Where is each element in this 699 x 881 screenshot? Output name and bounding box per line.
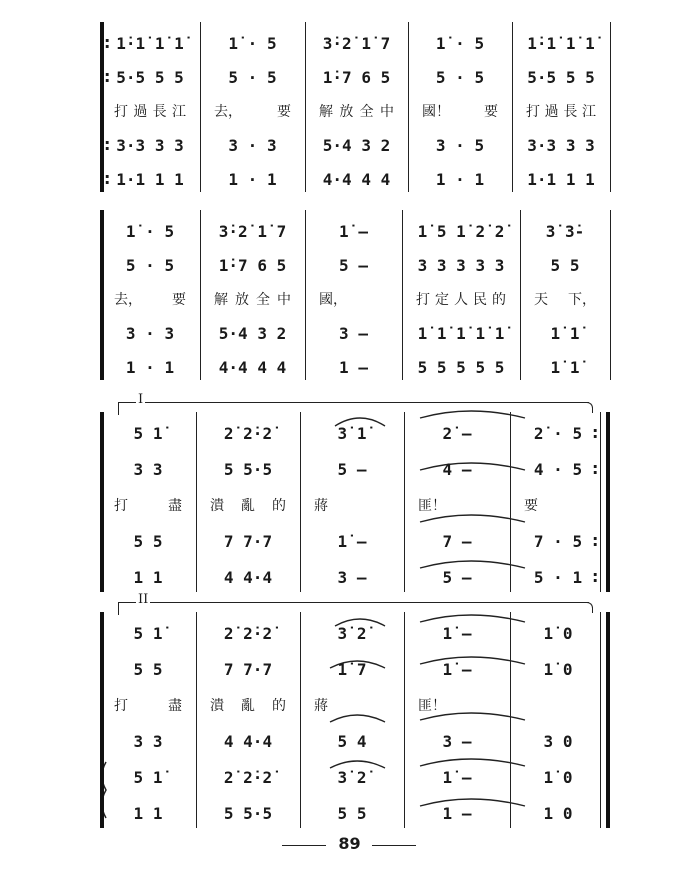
measure: 4 · 5 [533, 459, 583, 479]
lyric-measure [410, 490, 504, 520]
volta-bracket [118, 602, 589, 615]
lyric-measure [516, 490, 600, 520]
measure: 1̇ 1̇ [550, 357, 580, 377]
lyric-measure [516, 690, 600, 720]
lyric-syllable: 盡 [168, 498, 182, 514]
measure: 3 — [442, 731, 472, 751]
lyric-syllable: 要 [277, 104, 291, 120]
lyric-syllable: 民 [473, 292, 487, 308]
measure: 1̇·1̇ 1̇ 1̇ [527, 33, 595, 53]
measure: 7 · 5 [533, 531, 583, 551]
lyric-measure [311, 284, 396, 314]
measure: 7 7·7 [223, 659, 273, 679]
repeat-sign: : [592, 459, 599, 478]
measure: 1̇ 0 [543, 659, 573, 679]
lyric-measure [106, 96, 194, 126]
measure: 4 4·4 [223, 731, 273, 751]
lyric-syllable: 下， [568, 292, 596, 308]
lyric-measure [518, 96, 604, 126]
measure: 5 5·5 [223, 459, 273, 479]
measure: 1·1 1 1 [527, 169, 595, 189]
lyric-measure [408, 284, 514, 314]
repeat-sign: : [592, 531, 599, 550]
measure: 5 — [442, 567, 472, 587]
lyric-syllable: 打 [526, 104, 540, 120]
measure: 3̇ 2̇ [337, 623, 367, 643]
measure: 3̇ 3̇- [545, 221, 585, 241]
repeat-sign: : [592, 567, 599, 586]
measure: 5·4 3 2 [218, 323, 287, 343]
notation-row [0, 454, 699, 484]
measure: 1̇·7 6 5 [218, 255, 287, 275]
measure: 1 — [442, 803, 472, 823]
lyric-syllable: 的 [272, 698, 286, 714]
lyric-syllable: 的 [272, 498, 286, 514]
measure: 5 — [339, 255, 368, 275]
measure: 1̇·7 6 5 [322, 67, 391, 87]
measure: 1̇ — [339, 221, 368, 241]
notation-row [0, 654, 699, 684]
lyric-measure [202, 690, 294, 720]
lyric-syllable: 匪！ [418, 698, 446, 714]
lyric-syllable: 打 [114, 698, 128, 714]
lyric-measure [414, 96, 506, 126]
lyric-syllable: 打 [114, 498, 128, 514]
measure: 5 · 5 [125, 255, 175, 275]
lyric-syllable: 放 [339, 104, 354, 120]
repeat-sign: : [104, 33, 111, 52]
measure: 1 · 1 [228, 169, 277, 189]
measure: 5 5 [133, 659, 163, 679]
measure: 1̇ 1̇ [550, 323, 580, 343]
notation-row [0, 130, 699, 160]
measure: 3 3 3 3 3 [417, 255, 505, 275]
lyric-syllable: 潰 [210, 498, 224, 514]
measure: 5 · 5 [228, 67, 277, 87]
measure: 7 7·7 [223, 531, 273, 551]
notation-row [0, 62, 699, 92]
lyric-measure [526, 284, 604, 314]
lyric-syllable: 要 [524, 498, 538, 514]
repeat-sign: : [104, 135, 111, 154]
page-number: 89 [338, 834, 361, 853]
measure: 3 · 3 [228, 135, 277, 155]
measure: 4·4 4 4 [322, 169, 391, 189]
lyric-measure [106, 284, 194, 314]
measure: 3̇·2̇ 1̇ 7 [322, 33, 391, 53]
notation-row [0, 216, 699, 246]
measure: 3̇ 2̇ [337, 767, 367, 787]
lyric-syllable: 解 [214, 292, 228, 308]
measure: 4 4·4 [223, 567, 273, 587]
measure: 1 · 1 [435, 169, 485, 189]
measure: 2̇ 2̇·2̇ [223, 767, 273, 787]
volta-bracket-end [570, 602, 593, 613]
measure: 3̇ 1̇ [337, 423, 367, 443]
measure: 5 5·5 [223, 803, 273, 823]
measure: 1̇ — [337, 531, 367, 551]
lyric-syllable: 蔣 [314, 498, 328, 514]
volta-bracket-end [570, 402, 593, 413]
lyric-measure [410, 690, 504, 720]
measure: 1 1 [133, 567, 163, 587]
measure: 5 5 [550, 255, 580, 275]
measure: 5·4 3 2 [322, 135, 391, 155]
lyric-syllable: 江 [581, 104, 596, 120]
lyric-syllable: 中 [379, 104, 394, 120]
notation-row [0, 762, 699, 792]
notation-row [0, 726, 699, 756]
measure: 1 1 [133, 803, 163, 823]
lyric-measure [306, 490, 398, 520]
page-number-rule-right [372, 845, 416, 846]
lyric-measure [106, 490, 190, 520]
measure: 1̇ 1̇ 1̇ 1̇ 1̇ [417, 323, 505, 343]
lyric-syllable: 潰 [210, 698, 224, 714]
measure: 1·1 1 1 [116, 169, 184, 189]
volta-bracket [118, 402, 589, 415]
lyric-syllable: 盡 [168, 698, 182, 714]
lyric-measure [202, 490, 294, 520]
measure: 1̇ 0 [543, 623, 573, 643]
lyric-syllable: 匪！ [418, 498, 446, 514]
lyric-syllable: 亂 [241, 698, 255, 714]
measure: 3 · 5 [435, 135, 485, 155]
lyric-syllable: 江 [171, 104, 186, 120]
notation-row [0, 28, 699, 58]
lyric-syllable: 打 [114, 104, 128, 120]
lyric-syllable: 全 [256, 292, 270, 308]
volta-label: II [138, 592, 149, 607]
lyric-measure [106, 690, 190, 720]
lyrics-row [0, 96, 699, 126]
measure: 1̇ — [442, 659, 472, 679]
lyric-measure [206, 96, 299, 126]
notation-row [0, 250, 699, 280]
lyric-syllable: 要 [172, 292, 186, 308]
notation-row [0, 798, 699, 828]
repeat-sign: : [104, 67, 111, 86]
measure: 1 · 1 [125, 357, 175, 377]
measure: 3·3 3 3 [116, 135, 184, 155]
measure: 1̇ · 5 [228, 33, 277, 53]
lyric-syllable: 去， [114, 292, 142, 308]
measure: 4 — [442, 459, 472, 479]
notation-row [0, 418, 699, 448]
measure: 5 · 1 [533, 567, 583, 587]
lyric-syllable: 長 [152, 104, 167, 120]
notation-row [0, 526, 699, 556]
measure: 5 1̇ [133, 423, 163, 443]
measure: 3 0 [543, 731, 573, 751]
measure: 5 5 [337, 803, 367, 823]
measure: 5 1̇ [133, 623, 163, 643]
lyric-syllable: 全 [359, 104, 374, 120]
measure: 1 0 [543, 803, 573, 823]
lyric-syllable: 解 [319, 104, 333, 120]
notation-row [0, 562, 699, 592]
lyric-syllable: 亂 [241, 498, 255, 514]
lyric-syllable: 蔣 [314, 698, 328, 714]
lyric-syllable: 打 [416, 292, 430, 308]
lyric-syllable: 的 [492, 292, 506, 308]
lyric-syllable: 放 [235, 292, 249, 308]
measure: 3 · 3 [125, 323, 175, 343]
measure: 1̇ · 5 [435, 33, 485, 53]
volta-label: I [138, 392, 144, 407]
notation-row [0, 352, 699, 382]
lyric-syllable: 人 [454, 292, 468, 308]
measure: 1 — [339, 357, 368, 377]
repeat-sign: : [104, 169, 111, 188]
measure: 2̇ 2̇·2̇ [223, 623, 273, 643]
measure: 1̇ · 5 [125, 221, 175, 241]
measure: 3 — [339, 323, 368, 343]
measure: 4·4 4 4 [218, 357, 287, 377]
lyric-syllable: 長 [563, 104, 578, 120]
lyric-measure [311, 96, 402, 126]
measure: 3 3 [133, 459, 163, 479]
lyric-syllable: 過 [544, 104, 559, 120]
lyric-syllable: 過 [133, 104, 148, 120]
measure: 5 5 [133, 531, 163, 551]
measure: 1̇ 5 1̇ 2̇ 2̇ [417, 221, 505, 241]
lyric-syllable: 國！ [422, 104, 450, 120]
notation-row [0, 164, 699, 194]
lyric-syllable: 天 [534, 292, 548, 308]
notation-row [0, 318, 699, 348]
measure: 2̇ 2̇·2̇ [223, 423, 273, 443]
measure: 5 — [337, 459, 367, 479]
lyrics-row [0, 284, 699, 314]
measure: 3̇·2̇ 1̇ 7 [218, 221, 287, 241]
lyric-syllable: 中 [277, 292, 291, 308]
lyric-syllable: 去， [214, 104, 242, 120]
lyric-syllable: 國， [319, 292, 347, 308]
measure: 1̇ 0 [543, 767, 573, 787]
lyrics-row [0, 490, 699, 520]
lyric-syllable: 定 [435, 292, 449, 308]
measure: 7 — [442, 531, 472, 551]
measure: 5·5 5 5 [116, 67, 184, 87]
measure: 3·3 3 3 [527, 135, 595, 155]
repeat-sign: : [592, 423, 599, 442]
lyric-syllable: 要 [484, 104, 498, 120]
measure: 1̇ 7 [337, 659, 367, 679]
measure: 3 3 [133, 731, 163, 751]
measure: 1̇ — [442, 767, 472, 787]
measure: 5·5 5 5 [527, 67, 595, 87]
measure: 1̇ — [442, 623, 472, 643]
measure: 5 · 5 [435, 67, 485, 87]
lyrics-row [0, 690, 699, 720]
lyric-measure [306, 690, 398, 720]
measure: 5 4 [337, 731, 367, 751]
lyric-measure [206, 284, 299, 314]
page-number-rule-left [282, 845, 326, 846]
measure: 1̇·1̇ 1̇ 1̇ [116, 33, 184, 53]
measure: 2̇ — [442, 423, 472, 443]
measure: 5 1̇ [133, 767, 163, 787]
notation-row [0, 618, 699, 648]
measure: 2̇ · 5 [533, 423, 583, 443]
measure: 5 5 5 5 5 [417, 357, 505, 377]
measure: 3 — [337, 567, 367, 587]
